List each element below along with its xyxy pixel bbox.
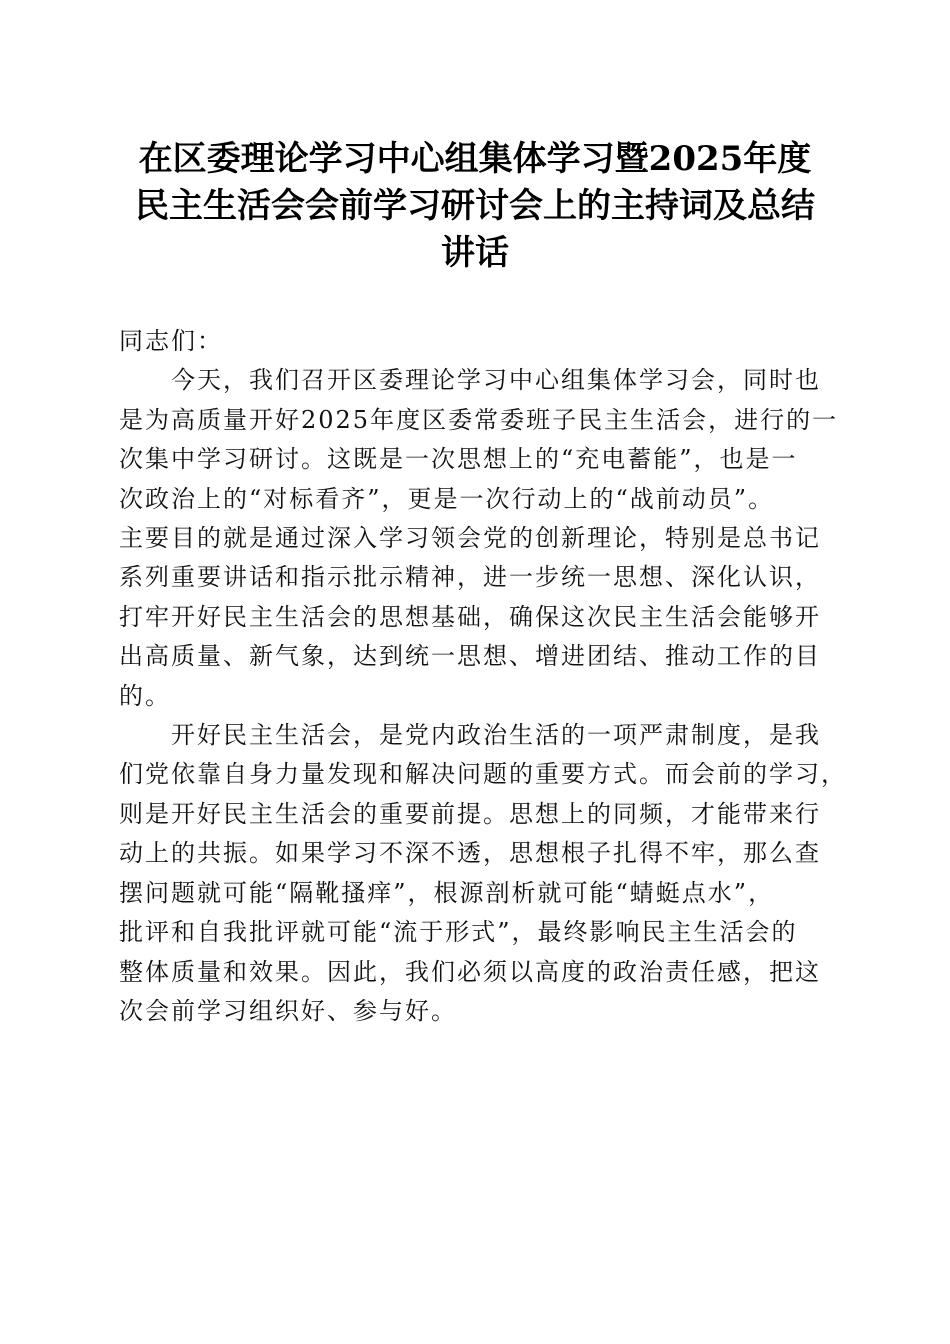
paragraph-line: 批评和自我批评就可能“流于形式”，最终影响民主生活会的 — [119, 918, 798, 947]
paragraph-line: 系列重要讲话和指示批示精神，进一步统一思想、深化认识， — [119, 563, 821, 592]
salutation: 同志们： — [119, 327, 223, 355]
title-line-1: 在区委理论学习中心组集体学习暨2025年度 — [138, 139, 812, 179]
paragraph-line: 出高质量、新气象，达到统一思想、增进团结、推动工作的目 — [119, 642, 821, 671]
paragraph-line: 今天，我们召开区委理论学习中心组集体学习会，同时也 — [171, 366, 821, 395]
paragraph-line: 摆问题就可能“隔靴搔痒”，根源剖析就可能“蜻蜓点水”， — [119, 878, 775, 907]
document-title — [100, 136, 850, 277]
paragraph-line: 是为高质量开好2025年度区委常委班子民主生活会，进行的一 — [119, 405, 839, 434]
paragraph-line: 次集中学习研讨。这既是一次思想上的“充电蓄能”，也是一 — [119, 445, 798, 474]
paragraph-1 — [119, 361, 839, 716]
paragraph-line: 则是开好民主生活会的重要前提。思想上的同频，才能带来行 — [119, 799, 821, 828]
paragraph-line: 主要目的就是通过深入学习领会党的创新理论，特别是总书记 — [119, 524, 821, 553]
paragraph-line: 动上的共振。如果学习不深不透，思想根子扎得不牢，那么查 — [119, 839, 821, 868]
paragraph-line: 打牢开好民主生活会的思想基础，确保这次民主生活会能够开 — [119, 602, 821, 631]
paragraph-line: 次会前学习组织好、参与好。 — [119, 996, 457, 1025]
paragraph-line: 整体质量和效果。因此，我们必须以高度的政治责任感，把这 — [119, 957, 821, 986]
document-body — [119, 322, 847, 1031]
paragraph-line: 们党依靠自身力量发现和解决问题的重要方式。而会前的学习， — [119, 760, 847, 789]
paragraph-2 — [119, 716, 847, 1031]
title-line-2: 民主生活会会前学习研讨会上的主持词及总结 — [135, 186, 815, 226]
paragraph-line: 的。 — [119, 681, 171, 710]
paragraph-line: 开好民主生活会，是党内政治生活的一项严肃制度，是我 — [171, 721, 821, 750]
paragraph-line: 次政治上的“对标看齐”，更是一次行动上的“战前动员”。 — [119, 484, 775, 513]
title-line-3: 讲话 — [441, 233, 509, 273]
